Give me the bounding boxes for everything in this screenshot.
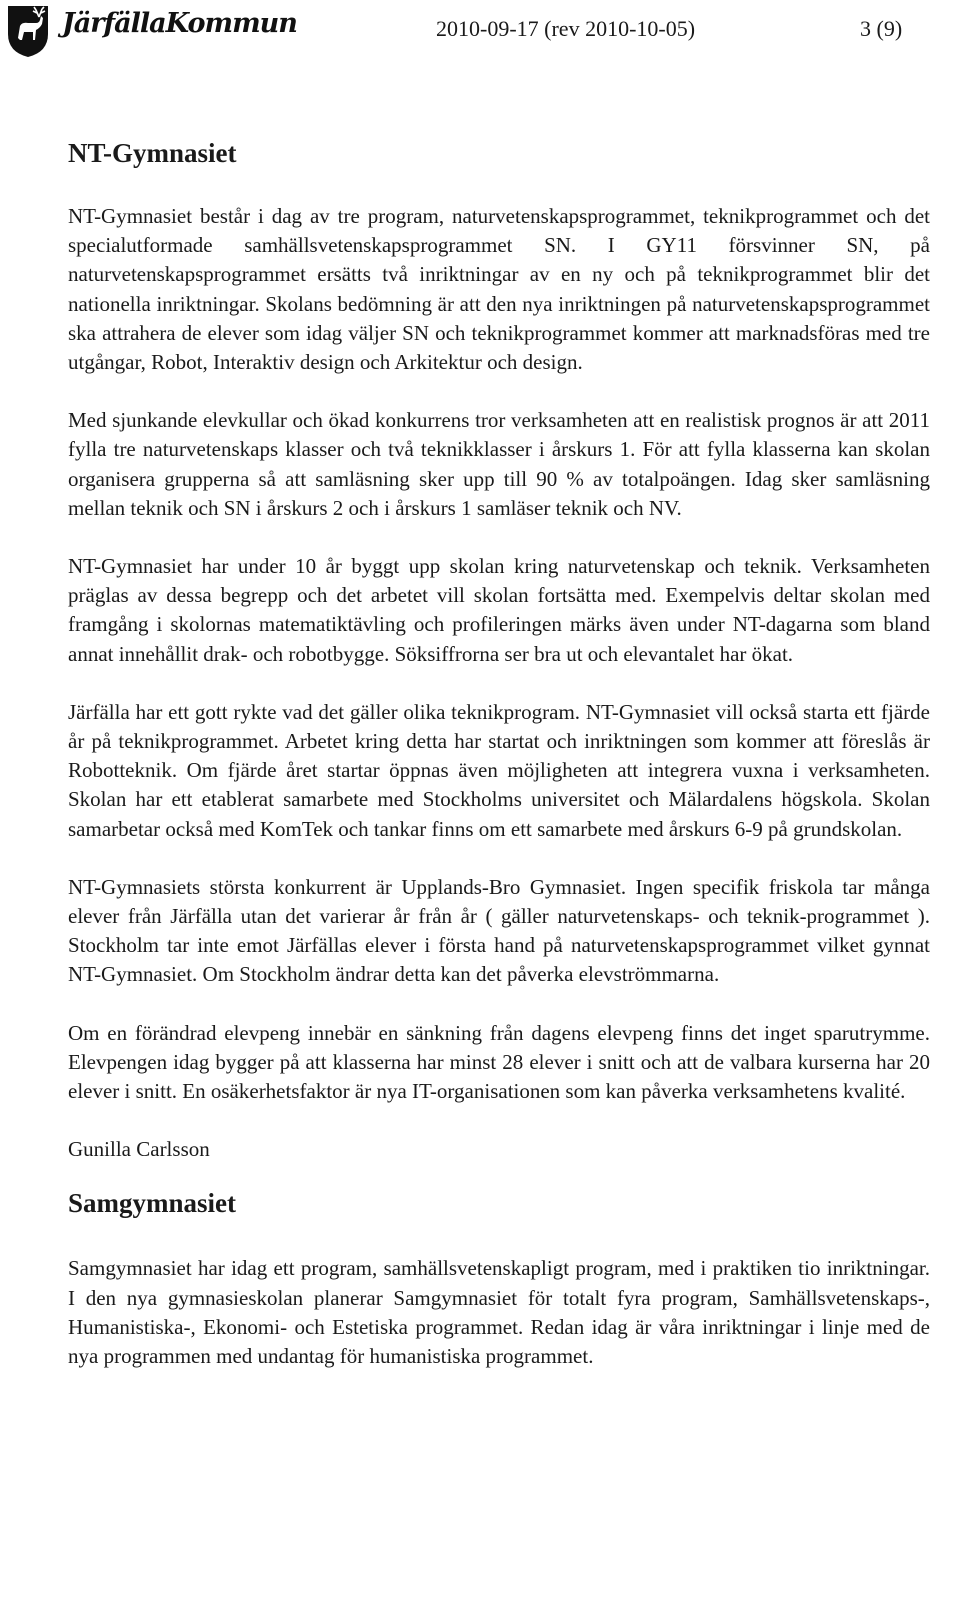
- paragraph: Samgymnasiet har idag ett program, samhällsvetenskapligt program, med i praktiken tio inriktningar. I den nya gymnasieskolan planerar Samgymnasiet för totalt fyra program, Samhällsvetenskaps-, Humanistiska-, Ekonomi- och Estetiska programmet. Redan idag är våra inriktningar i linje med de nya programmen med undantag för humanistiska programmet.: [68, 1256, 930, 1369]
- paragraph: Om en förändrad elevpeng innebär en sänkning från dagens elevpeng finns det inget sparutrymme. Elevpengen idag bygger på att klasserna har minst 28 elever i snitt och att de valbara kurserna har 20 elever i snitt. En osäkerhetsfaktor är nya IT-organisationen som kan påverka verksamhetens kvalité.: [68, 1020, 930, 1104]
- section-title-nt-gymnasiet: NT-Gymnasiet: [68, 138, 237, 168]
- municipality-logo-text: JärfällaKommun: [62, 8, 297, 39]
- page-number: 3 (9): [860, 16, 903, 41]
- paragraph: Med sjunkande elevkullar och ökad konkurrens tror verksamheten att en realistisk prognos är att 2011 fylla tre naturvetenskaps klasser och två teknikklasser i årskurs 1. För att fylla klasserna kan skolan organisera grupperna så att samläsning sker upp till 90 % av totalpoängen. Idag sker samläsning mellan teknik och SN i årskurs 2 och i årskurs 1 samläser teknik och NV.: [68, 408, 930, 520]
- document-date: 2010-09-17 (rev 2010-10-05): [436, 16, 696, 41]
- page-header: [0, 0, 960, 64]
- signature: Gunilla Carlsson: [68, 1137, 210, 1162]
- paragraph: NT-Gymnasiet består i dag av tre program, naturvetenskapsprogrammet, teknikprogrammet och det specialutformade samhällsvetenskapsprogrammet SN. I GY11 försvinner SN, på naturvetenskapsprogrammet ersätts två inriktningar av en ny och på teknikprogrammet blir det nationella inriktningar. Skolans bedömning är att den nya inriktningen på naturvetenskapsprogrammet ska attrahera de elever som idag väljer SN och teknikprogrammet kommer att marknadsföras med tre utgångar, Robot, Interaktiv design och Arkitektur och design.: [68, 204, 930, 375]
- paragraph: NT-Gymnasiets största konkurrent är Upplands-Bro Gymnasiet. Ingen specifik friskola tar många elever från Järfälla utan det varierar år från år ( gäller naturvetenskaps- och teknik-programmet ). Stockholm tar inte emot Järfällas elever i första hand på naturvetenskapsprogrammet vilket gynnat NT-Gymnasiet. Om Stockholm ändrar detta kan det påverka elevströmmarna.: [68, 874, 930, 987]
- paragraph: Järfälla har ett gott rykte vad det gäller olika teknikprogram. NT-Gymnasiet vill också starta ett fjärde år på teknikprogrammet. Arbetet kring detta har startat och inriktningen som kommer att föreslås är Robotteknik. Om fjärde året startar öppnas även möjligheten att integrera vuxna i verksamheten. Skolan har ett etablerat samarbete med Stockholms universitet och Mälardalens högskola. Skolan samarbetar också med KomTek och tankar finns om ett samarbete med årskurs 6-9 på grundskolan.: [68, 699, 930, 841]
- section-title-samgymnasiet: Samgymnasiet: [68, 1188, 236, 1219]
- document-body: [68, 136, 930, 1400]
- paragraph: NT-Gymnasiet har under 10 år byggt upp skolan kring naturvetenskap och teknik. Verksamheten präglas av dessa begrepp och det arbetet vill skolan fortsätta med. Exempelvis deltar skolan med framgång i skolornas matematiktävling och profileringen märks även under NT-dagarna som bland annat innehållit drak- och robotbygge. Söksiffrorna ser bra ut och elevantalet har ökat.: [68, 554, 930, 666]
- reindeer-coat-of-arms-icon: [6, 4, 50, 58]
